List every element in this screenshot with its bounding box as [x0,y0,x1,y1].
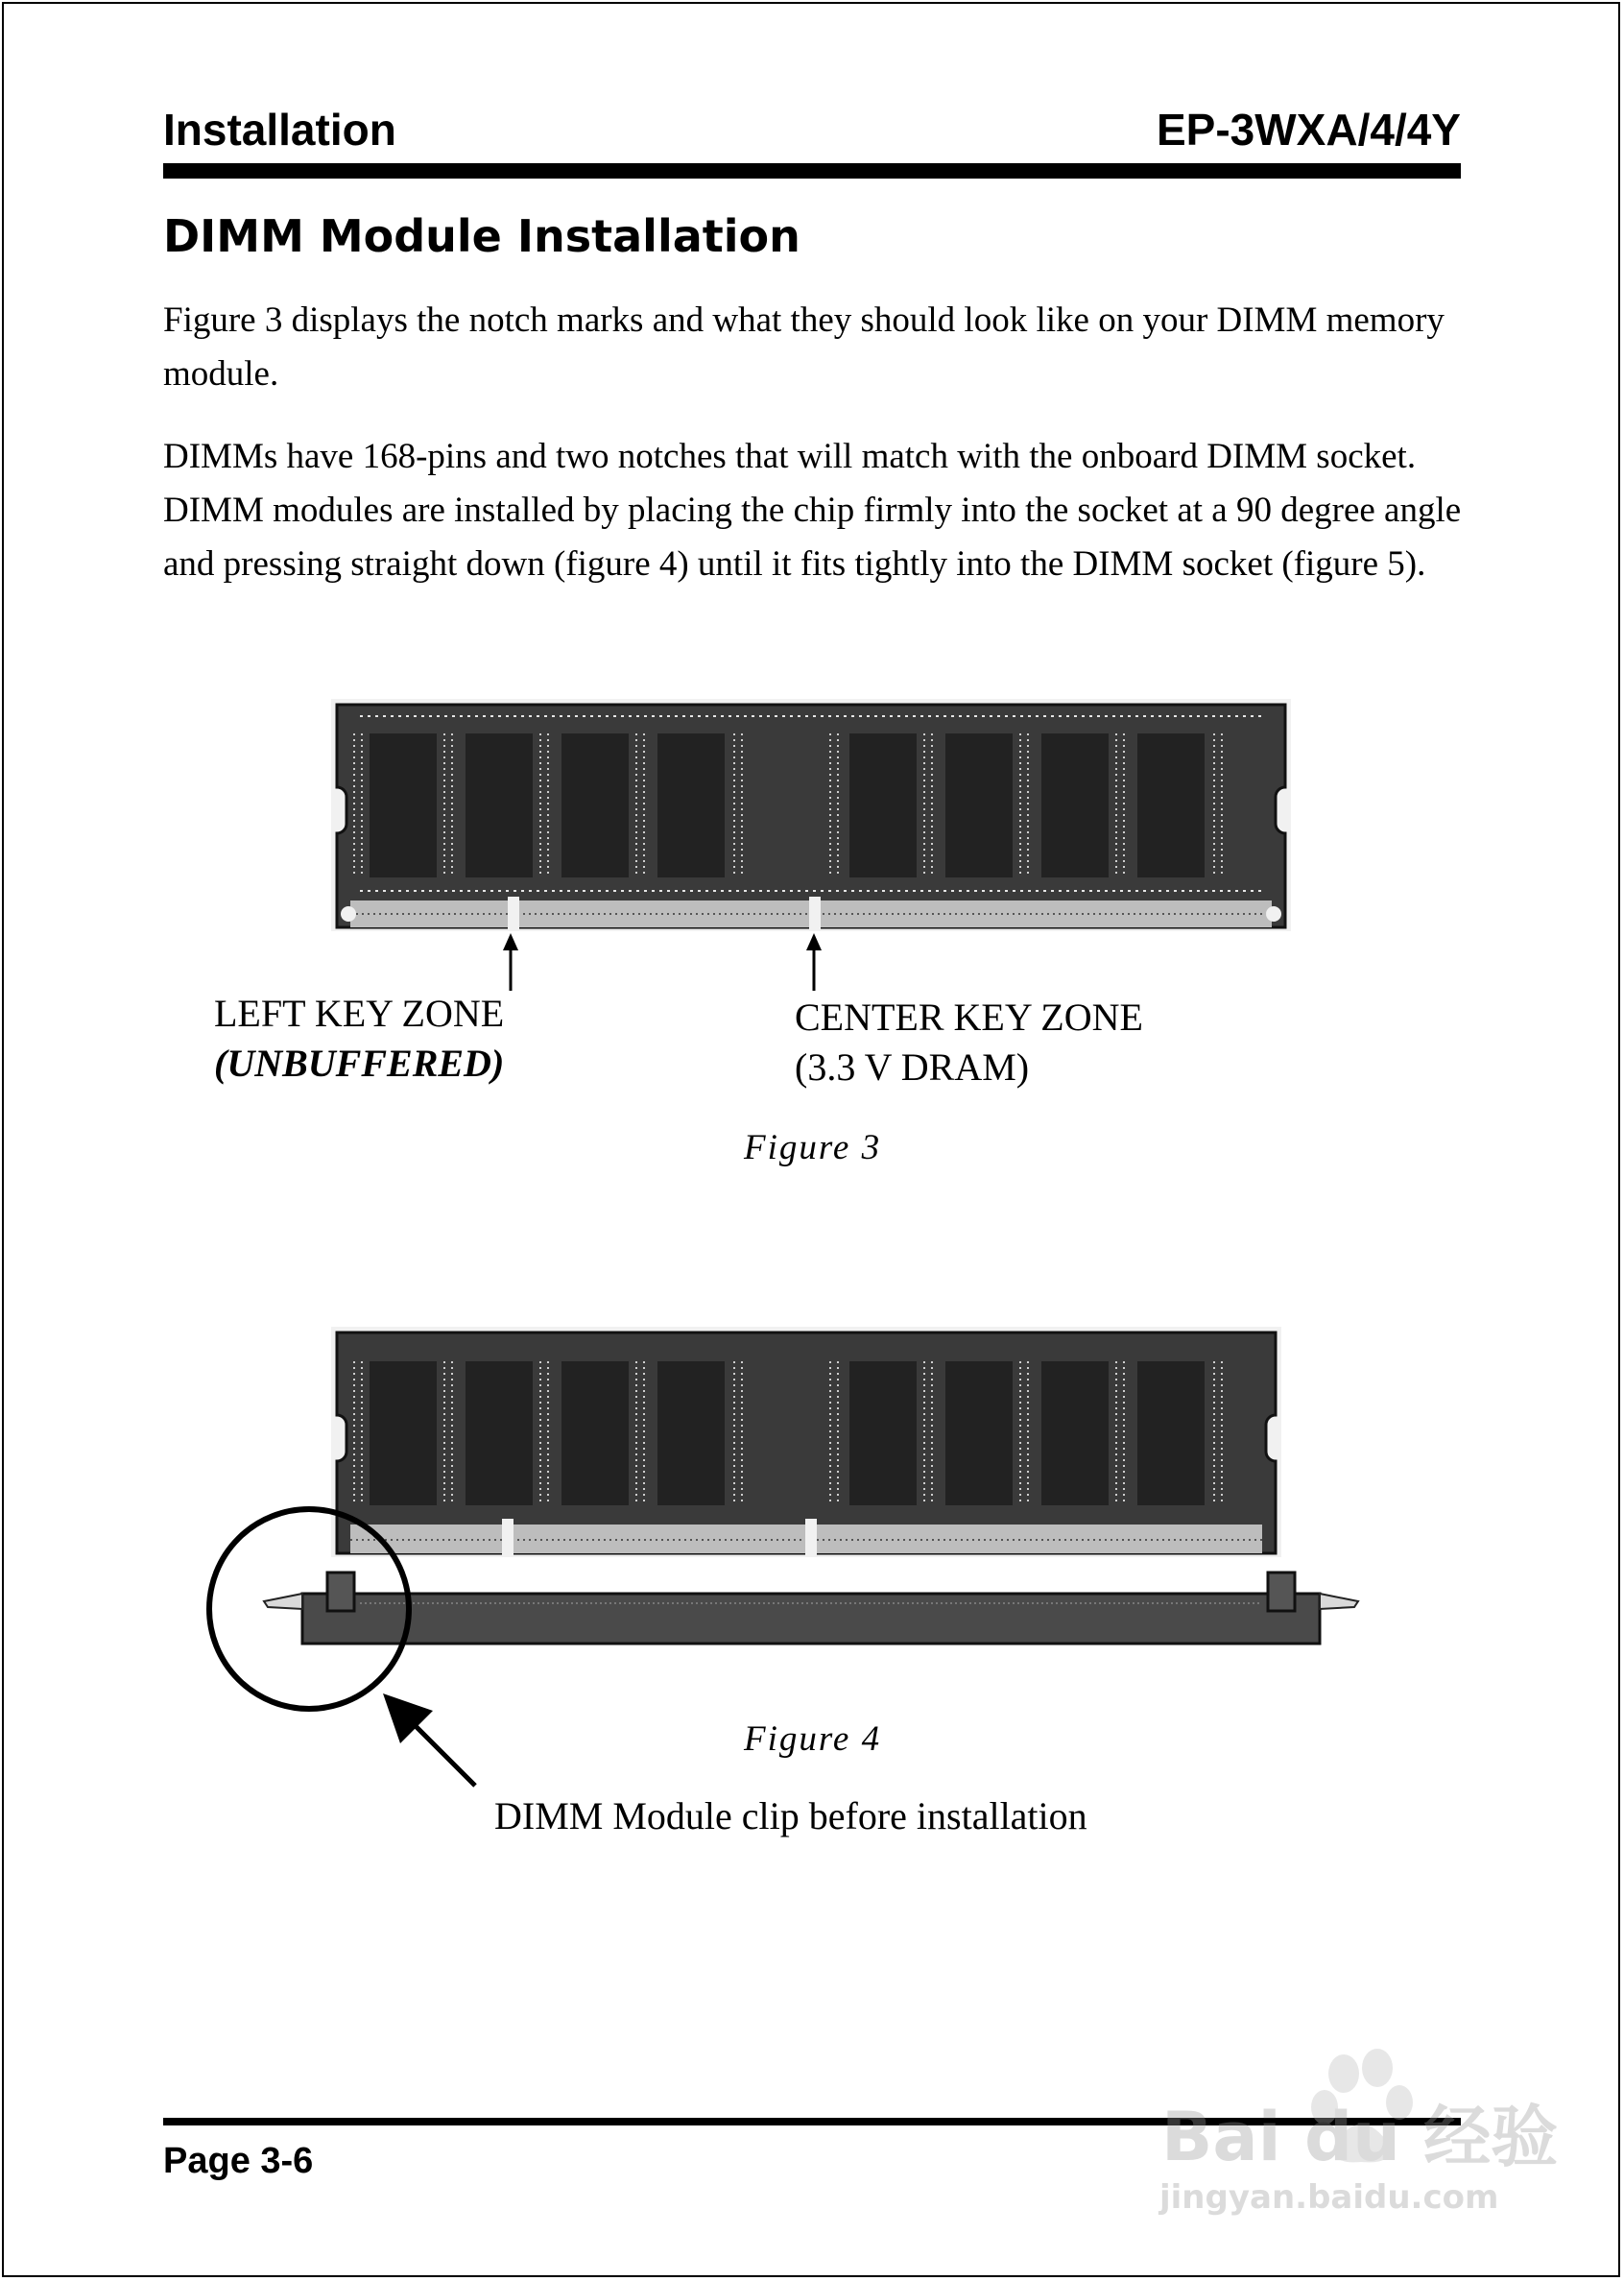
center-key-zone-voltage: (3.3 V DRAM) [795,1045,1030,1089]
paragraph-notch-marks: Figure 3 displays the notch marks and what they should look like on your DIMM memory module. [163,300,1445,394]
page-number: Page 3-6 [163,2141,314,2181]
center-key-arrow [802,933,825,993]
watermark-brand: Bai du 经验 [1161,2098,1559,2176]
header-rule [163,163,1461,179]
baidu-watermark [1142,2035,1559,2227]
paragraph-installation: DIMMs have 168-pins and two notches that will match with the onboard DIMM socket. DIMM modules are installed by placing the chip firmly into the socket at a 90 degree angle and pressing straight down (figure 4) until it fits tightly into the DIMM socket (figure 5). [163,437,1462,584]
watermark-url: jingyan.baidu.com [1159,2178,1499,2217]
left-key-arrow [499,933,522,993]
left-key-zone-label [214,989,504,1089]
dimm-socket [254,1565,1368,1651]
center-key-zone-label [795,993,1143,1092]
dimm-module-figure3 [331,699,1291,939]
dimm-module-figure4 [331,1327,1281,1557]
left-key-zone-type: (UNBUFFERED) [214,1042,505,1085]
clip-pointer-arrow [379,1690,485,1795]
figure3-caption: Figure 3 [744,1128,882,1167]
header-section-title: Installation [163,105,396,155]
header-model-name: EP-3WXA/4/4Y [1157,105,1461,155]
center-key-zone-title: CENTER KEY ZONE [795,996,1143,1039]
clip-caption: DIMM Module clip before installation [494,1794,1087,1837]
clip-highlight-circle [203,1503,415,1715]
section-title: DIMM Module Installation [163,210,800,262]
left-key-zone-title: LEFT KEY ZONE [214,992,505,1035]
figure4-caption: Figure 4 [744,1719,882,1759]
